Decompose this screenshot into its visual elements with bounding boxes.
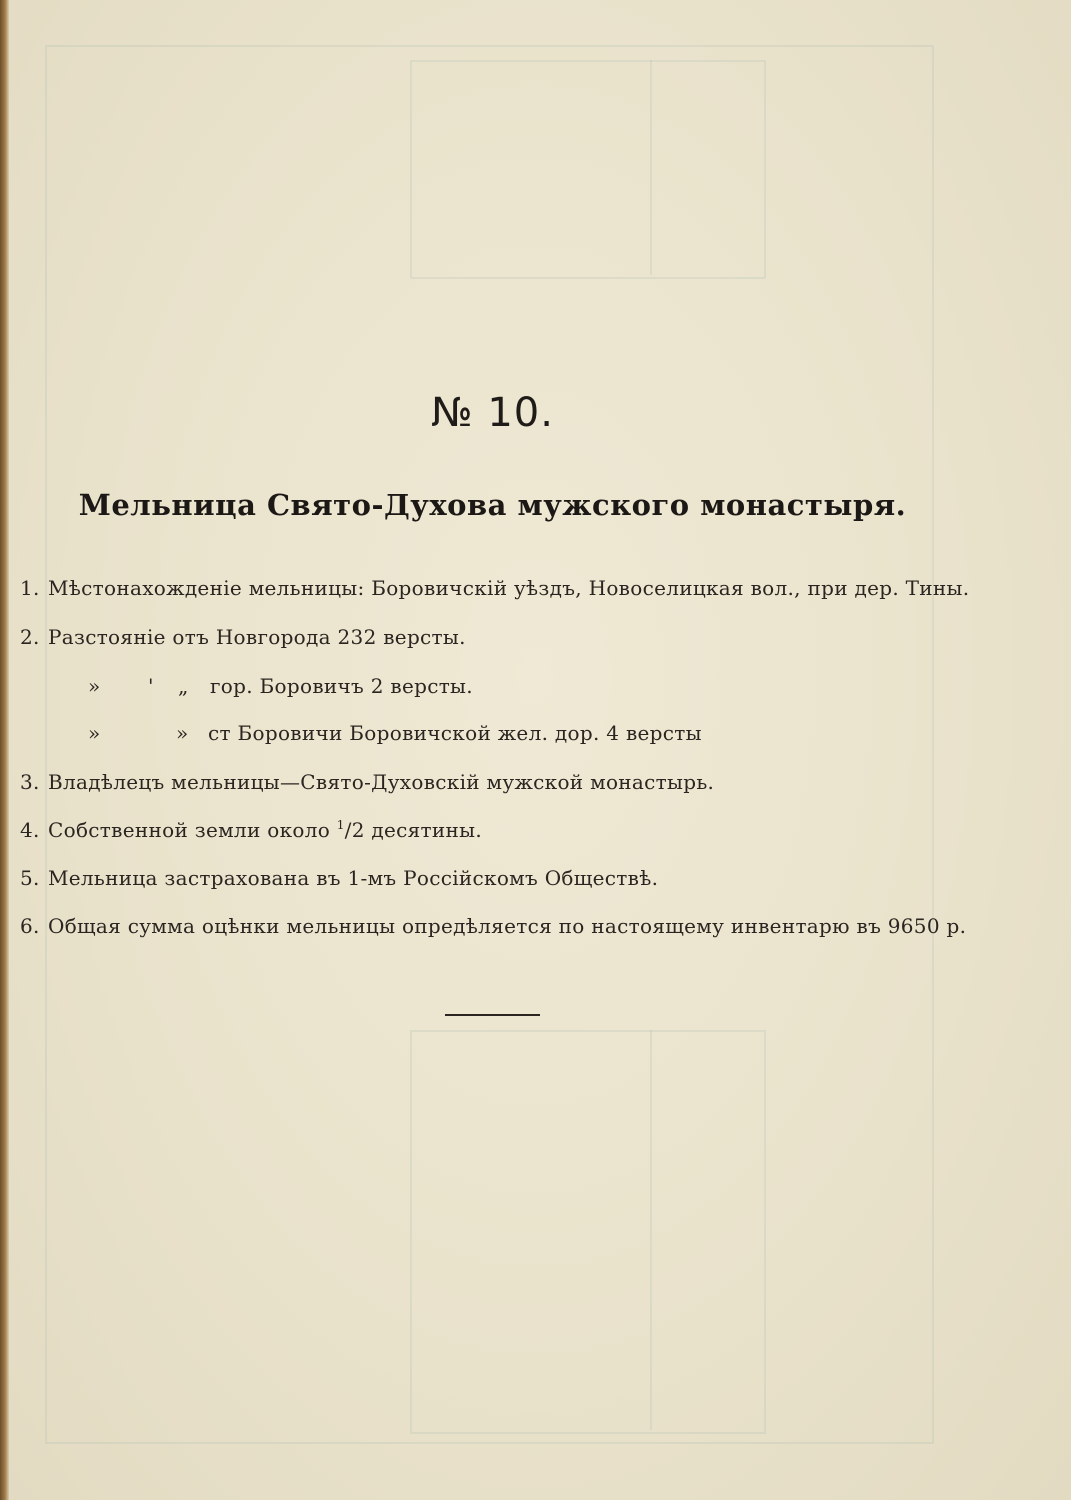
document-number: № 10. [431,390,554,436]
item-owner [20,770,714,794]
item-number: 2. [20,625,40,649]
item-text: Мѣстонахожденіе мельницы: Боровичскій уѣздъ, Новоселицкая вол., при дер. Тины. [48,576,970,600]
ditto-mark: » [88,674,101,698]
item-insurance [20,866,658,890]
closing-rule [445,1014,540,1016]
item-text: Владѣлецъ мельницы—Свято-Духовскій мужской монастырь. [48,770,715,794]
item-text: десятины. [364,818,483,842]
item-number: 4. [20,818,40,842]
item-number: 5. [20,866,40,890]
ditto-mark: ' [148,674,154,698]
item-text: гор. Боровичъ 2 версты. [210,674,473,698]
item-distance-borovichi-station [88,721,702,745]
document-heading: Мельница Свято-Духова мужского монастыря. [78,488,907,522]
item-number: 1. [20,576,40,600]
item-text: Общая сумма оцѣнки мельницы опредѣляется по настоящему инвентарю въ 9650 р. [48,914,967,938]
ditto-mark: „ [178,674,189,698]
bleed-through-divider-bottom [650,1030,652,1430]
item-location [20,576,969,600]
item-valuation [20,914,966,938]
ditto-mark: » [88,721,101,745]
bleed-through-table-top [410,60,766,279]
fraction-denominator: /2 [344,818,365,842]
item-text: Разстояніе отъ Новгорода 232 версты. [48,625,466,649]
ditto-mark: » [176,721,189,745]
item-text: ст Боровичи Боровичской жел. дор. 4 версты [208,721,702,745]
fraction-numerator: 1 [336,818,345,832]
item-number: 3. [20,770,40,794]
bleed-through-table-bottom [410,1030,766,1434]
book-spine-edge [0,0,9,1500]
item-distance-borovichi-town [88,674,473,698]
item-distance-novgorod [20,625,466,649]
item-text: Собственной земли около [48,818,337,842]
item-text: Мельница застрахована въ 1-мъ Россійскомъ Обществѣ. [48,866,659,890]
item-number: 6. [20,914,40,938]
item-land [20,818,482,842]
bleed-through-divider-top [650,60,652,275]
